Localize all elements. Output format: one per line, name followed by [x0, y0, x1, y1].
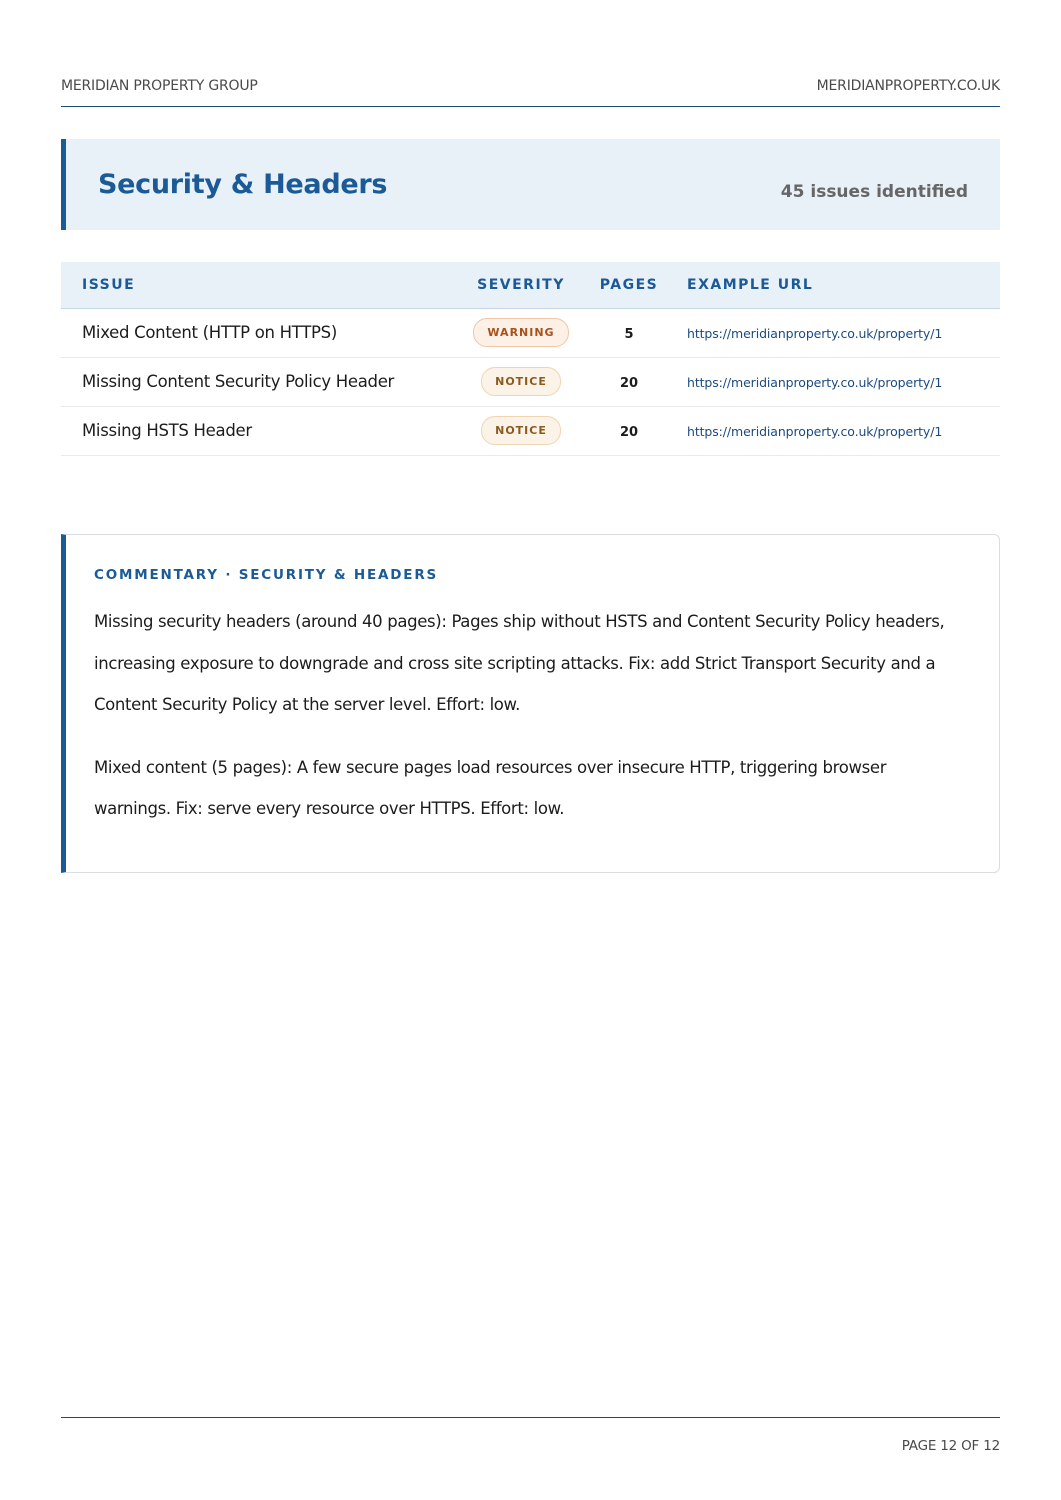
pages-count: 20: [619, 425, 639, 440]
section-title: Security & Headers: [98, 169, 388, 200]
table-header: [61, 262, 1000, 308]
pages-cell: [581, 406, 677, 455]
column-header-example-url: EXAMPLE URL: [677, 262, 1000, 308]
company-name: MERIDIAN PROPERTY GROUP: [61, 78, 258, 94]
commentary-title: COMMENTARY · SECURITY & HEADERS: [94, 567, 439, 583]
commentary-paragraph: Mixed content (5 pages): A few secure pages load resources over insecure HTTP, triggering browser warnings. Fix: serve every resource over HTTPS. Effort: low.: [94, 757, 887, 818]
column-header-pages: PAGES: [581, 262, 677, 308]
issue-name: Missing HSTS Header: [82, 421, 252, 440]
example-url-link[interactable]: https://meridianproperty.co.uk/property/1: [687, 326, 943, 341]
example-url-link[interactable]: https://meridianproperty.co.uk/property/1: [687, 424, 943, 439]
severity-badge: NOTICE: [481, 416, 561, 445]
table-row: [61, 308, 1000, 357]
severity-cell: [461, 357, 581, 406]
pages-cell: [581, 308, 677, 357]
table-row: [61, 357, 1000, 406]
issue-name: Mixed Content (HTTP on HTTPS): [82, 323, 337, 342]
table-row: [61, 406, 1000, 455]
issue-name: Missing Content Security Policy Header: [82, 372, 395, 391]
severity-badge: WARNING: [473, 318, 568, 347]
commentary-paragraph: Missing security headers (around 40 pages): Pages ship without HSTS and Content Security Policy headers, increasing exposure to downgrade and cross site scripting attacks. Fix: add Strict Transport Security and a Content Security Policy at the server level. Effort: low.: [94, 612, 945, 714]
column-header-severity: SEVERITY: [461, 262, 581, 308]
url-cell: [677, 357, 1000, 406]
issue-count: 45 issues identified: [780, 181, 968, 202]
page-number: PAGE 12 OF 12: [901, 1438, 1000, 1454]
severity-cell: [461, 406, 581, 455]
pages-count: 20: [619, 376, 639, 391]
table-body: [61, 308, 1000, 455]
company-domain: MERIDIANPROPERTY.CO.UK: [816, 78, 1000, 94]
issues-table: [61, 262, 1000, 456]
issue-cell: [61, 357, 461, 406]
severity-cell: [461, 308, 581, 357]
section-banner: [61, 139, 1000, 230]
url-cell: [677, 406, 1000, 455]
page-header: [61, 78, 1000, 107]
example-url-link[interactable]: https://meridianproperty.co.uk/property/1: [687, 375, 943, 390]
pages-count: 5: [624, 327, 634, 342]
table-header-row: [61, 262, 1000, 308]
severity-badge: NOTICE: [481, 367, 561, 396]
pages-cell: [581, 357, 677, 406]
issue-cell: [61, 308, 461, 357]
url-cell: [677, 308, 1000, 357]
issue-cell: [61, 406, 461, 455]
page-footer: [61, 1417, 1000, 1454]
column-header-issue: ISSUE: [61, 262, 461, 308]
commentary-box: [61, 534, 1000, 873]
